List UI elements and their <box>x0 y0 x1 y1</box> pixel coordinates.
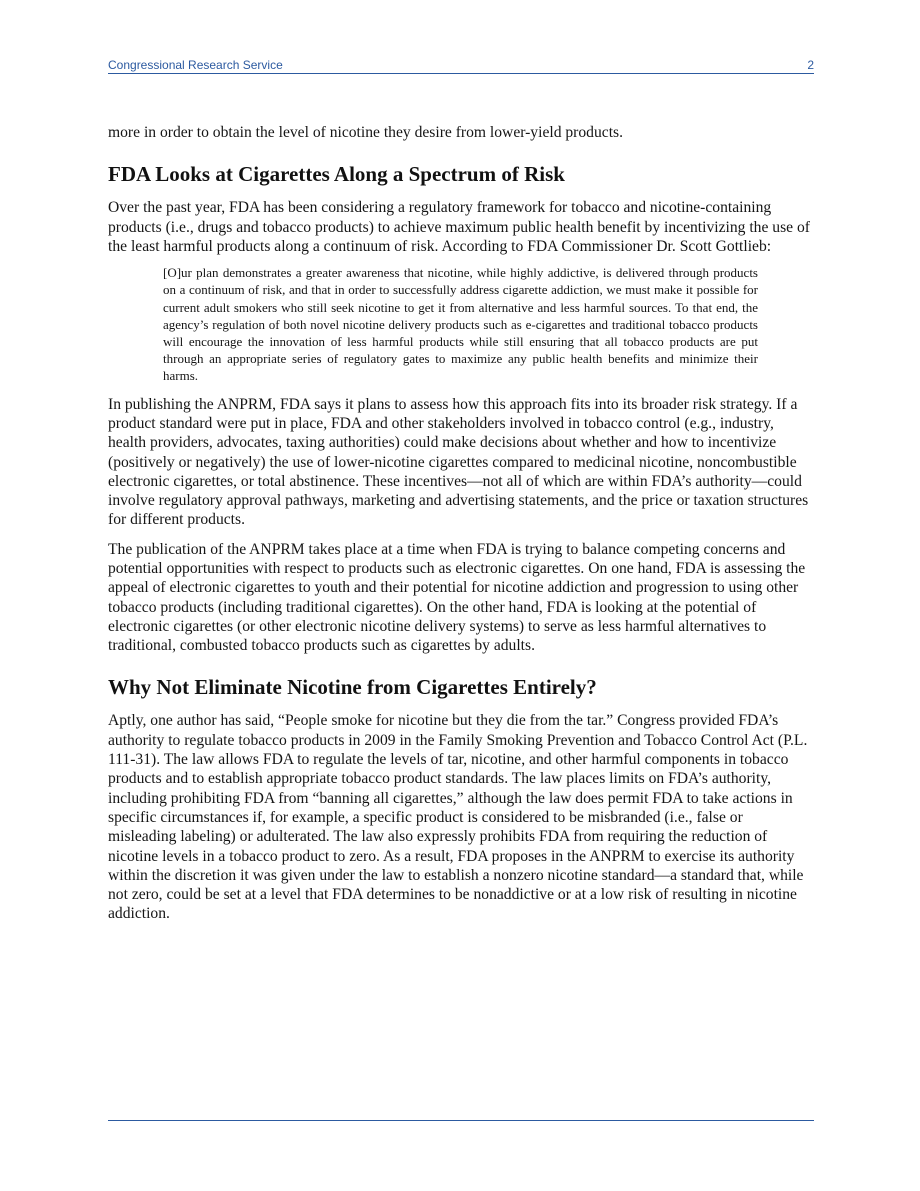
publisher-name: Congressional Research Service <box>108 58 283 72</box>
section-heading-eliminate-nicotine: Why Not Eliminate Nicotine from Cigarettes Entirely? <box>108 675 597 700</box>
page-body <box>108 123 814 934</box>
intro-paragraph: more in order to obtain the level of nicotine they desire from lower-yield products. <box>108 124 623 141</box>
header-divider <box>108 73 814 74</box>
section-heading-spectrum-of-risk: FDA Looks at Cigarettes Along a Spectrum of Risk <box>108 162 565 187</box>
paragraph-anprm-risk-strategy: In publishing the ANPRM, FDA says it plans to assess how this approach fits into its broader risk strategy. If a product standard were put in place, FDA and other stakeholders involved in tobacco control (e.g., industry, health providers, advocates, taxing authorities) could make decisions about whether and how to incentivize (positively or negatively) the use of lower-nicotine cigarettes compared to medicinal nicotine, noncombustible electronic cigarettes, or total abstinence. These incentives—not all of which are within FDA’s authority—could involve regulatory approval pathways, marketing and advertising statements, and the price or taxation structures for different products. <box>108 395 809 529</box>
paragraph-fda-authority: Aptly, one author has said, “People smoke for nicotine but they die from the tar.” Congress provided FDA’s authority to regulate tobacco products in 2009 in the Family Smoking Prevention and Tobacco Control Act (P.L. 111-31). The law allows FDA to regulate the levels of tar, nicotine, and other harmful components in tobacco products and to establish appropriate tobacco product standards. The law places limits on FDA’s authority, including prohibiting FDA from “banning all cigarettes,” although the law does permit FDA to take actions in specific circumstances if, for example, a specific product is considered to be misbranded (i.e., false or misleading labeling) or adulterated. The law also expressly prohibits FDA from requiring the reduction of nicotine levels in a tobacco product to zero. As a result, FDA proposes in the ANPRM to exercise its authority within the discretion it was given under the law to establish a nonzero nicotine standard—a standard that, while not zero, could be set at a level that FDA determines to be nonaddictive or at a low risk of resulting in nicotine addiction. <box>108 712 808 923</box>
block-quote-gottlieb: [O]ur plan demonstrates a greater awareness that nicotine, while highly addictive, is delivered through products on a continuum of risk, and that in order to successfully address cigarette addiction, we must make it possible for current adult smokers who still seek nicotine to get it from alternative and less harmful sources. To that end, the agency’s regulation of both novel nicotine delivery products such as e-cigarettes and traditional tobacco products will encourage the innovation of less harmful products while still ensuring that all tobacco products are put through an appropriate series of regulatory gates to maximize any public health benefits and minimize their harms. <box>163 265 758 384</box>
page-number: 2 <box>807 58 814 72</box>
paragraph-competing-concerns: The publication of the ANPRM takes place at a time when FDA is trying to balance competing concerns and potential opportunities with respect to products such as electronic cigarettes. On one hand, FDA is assessing the appeal of electronic cigarettes to youth and their potential for nicotine addiction and progression to using other tobacco products (including traditional cigarettes). On the other hand, FDA is looking at the potential of electronic cigarettes (or other electronic nicotine delivery systems) to serve as less harmful alternatives to traditional, combusted tobacco products such as cigarettes by adults. <box>108 540 806 655</box>
paragraph-regulatory-framework: Over the past year, FDA has been considering a regulatory framework for tobacco and nicotine-containing products (i.e., drugs and tobacco products) to achieve maximum public health benefit by incentivizing the use of the least harmful products along a continuum of risk. According to FDA Commissioner Dr. Scott Gottlieb: <box>108 199 810 255</box>
footer-divider <box>108 1120 814 1121</box>
page-header <box>108 58 814 74</box>
